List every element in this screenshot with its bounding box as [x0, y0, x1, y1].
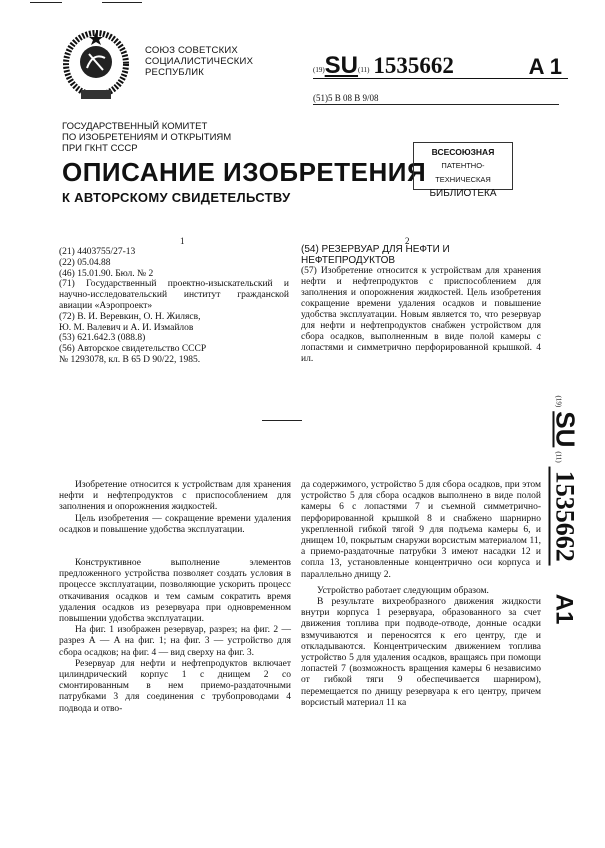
- abstract: [301, 244, 541, 365]
- side-number-code-label: (11): [554, 451, 563, 463]
- document-subtitle: К АВТОРСКОМУ СВИДЕТЕЛЬСТВУ: [62, 190, 291, 205]
- union-name-line: СОЦИАЛИСТИЧЕСКИХ: [145, 56, 254, 67]
- separator-line: [262, 420, 302, 421]
- biblio-line: (56) Авторское свидетельство СССР: [59, 344, 207, 355]
- side-kind-code: A1: [550, 593, 578, 625]
- patent-number: 1535662: [373, 53, 454, 78]
- kind-code: A 1: [528, 54, 562, 79]
- ipc-code-label: (51)5: [313, 93, 333, 103]
- paragraph: Цель изобретения — сокращение времени удаления осадков и повышение удобства эксплуатации.: [59, 513, 291, 535]
- paragraph: На фиг. 1 изображен резервуар, разрез; на фиг. 2 — разрез А — А на фиг. 1; на фиг. 3 — устройство для сбора осадков; на фиг. 4 — вид сверху на фиг. 3.: [59, 625, 291, 658]
- description-column-left: [59, 480, 291, 715]
- committee: [62, 121, 231, 154]
- stamp-line: ВСЕСОЮЗНАЯ: [431, 147, 495, 157]
- bibliographic-data: [59, 247, 289, 366]
- biblio-line: (22) 05.04.88: [59, 257, 111, 268]
- committee-line: ГОСУДАРСТВЕННЫЙ КОМИТЕТ: [62, 121, 208, 132]
- side-country-code-label: (19): [554, 395, 563, 408]
- biblio-line: Ю. М. Валевич и А. И. Измайлов: [59, 322, 194, 333]
- state-emblem-icon: [63, 30, 129, 102]
- paragraph: Резервуар для нефти и нефтепродуктов включает цилиндрический корпус 1 с днищем 2 со смонтированным в нем приемо-раздаточными патрубками 3 для соединения с трубопроводами 4 подвода и отво-: [59, 658, 291, 714]
- biblio-line: № 1293078, кл. B 65 D 90/22, 1985.: [59, 354, 201, 365]
- biblio-line: (71) Государственный проектно-изыскательский и научно-исследовательский институт гражданской авиации «Аэропроект»: [59, 279, 289, 311]
- committee-line: ПО ИЗОБРЕТЕНИЯМ И ОТКРЫТИЯМ: [62, 132, 232, 143]
- description-column-right: [301, 480, 541, 709]
- abstract-text: (57) Изобретение относится к устройствам для хранения нефти и нефтепродуктов с приспособлением для заполнения и опорожнения жидкостей. Цель изобретения сокращение времени удаления осадков и повышение удобства эксплуатации. Новым является то, что резервуар для нефти и нефтепродуктов снабжен устройством для сбора осадков, выполненным в виде полой камеры с лопастями и симметрично перфорированной крышкой. 4 ил.: [301, 266, 541, 364]
- side-publication-number: [543, 320, 587, 700]
- library-stamp: [413, 142, 513, 199]
- side-country-code: SU: [550, 411, 581, 448]
- country-code-label: (19): [313, 66, 325, 74]
- publication-number: [313, 52, 568, 79]
- country-code: SU: [324, 52, 359, 79]
- biblio-line: (46) 15.01.90. Бюл. № 2: [59, 268, 154, 279]
- union-name: [145, 45, 253, 78]
- stamp-line: БИБЛИОТЕКА: [429, 188, 497, 199]
- invention-title: (54) РЕЗЕРВУАР ДЛЯ НЕФТИ И НЕФТЕПРОДУКТОВ: [301, 244, 450, 266]
- biblio-line: (53) 621.642.3 (088.8): [59, 333, 146, 344]
- number-code-label: (11): [358, 66, 370, 74]
- paragraph-gap: [59, 547, 291, 558]
- paragraph: Конструктивное выполнение элементов предложенного устройства позволяет создать условия в процессе эксплуатации, позволяющие ускорить процесс откачивания осадков и тем самым сократить время удаления осадков из резервуара при одновременном повышении удобства эксплуатации.: [59, 558, 291, 625]
- document-title: ОПИСАНИЕ ИЗОБРЕТЕНИЯ: [62, 157, 427, 187]
- union-name-line: РЕСПУБЛИК: [145, 67, 205, 78]
- paragraph: да содержимого, устройство 5 для сбора осадков, при этом устройство 5 для сбора осадков выполнено в виде полой камеры 6 с лопастями 7 и съемной симметрично-перфорированной крышкой 8 и снабжено шарнирно укрепленной гибкой тягой 9 для подъема камеры 6, и днищем 10, покрытым снаружи ворсистым материалом 11, а приемо-раздаточные патрубки 3 имеют насадки 12 и сопла 13, установленные концентрично оси корпуса и параллельно днищу 2.: [301, 480, 541, 580]
- paragraph: Устройство работает следующим образом.: [317, 585, 489, 596]
- paragraph-gap: [59, 536, 291, 547]
- paragraph: В результате вихреобразного движения жидкости внутри корпуса 1 резервуара, образованного за счет движения топлива при подводе-отводе, донные осадки взмучиваются и переносятся к его центру, где и откладываются. Концентрическим движением топлива устройство 5 для удаления осадков, вращаясь при помощи лопастей 7 (возможность вращения камеры 6 независимо от гибкой тяги 9 обеспечивается шарниром), перемещается по днищу резервуара к его центру, причем ворсистый материал 11 ка: [301, 597, 541, 708]
- biblio-line: (72) В. И. Веревкин, О. Н. Жилясв,: [59, 311, 201, 322]
- union-name-line: СОЮЗ СОВЕТСКИХ: [145, 45, 238, 56]
- stamp-line: ПАТЕНТНО-ТЕХНИЧЕСКАЯ: [435, 161, 491, 184]
- ipc-classification: [313, 93, 559, 105]
- column-number-right: 2: [405, 236, 410, 246]
- committee-line: ПРИ ГКНТ СССР: [62, 143, 138, 154]
- side-patent-number: 1535662: [549, 467, 580, 566]
- paragraph: Изобретение относится к устройствам для хранения нефти и нефтепродуктов с приспособлением для заполнения и опорожнения жидкостей.: [59, 480, 291, 513]
- column-number-left: 1: [180, 236, 185, 246]
- top-rule-right: [102, 2, 142, 3]
- top-rule-left: [30, 2, 62, 3]
- biblio-line: (21) 4403755/27-13: [59, 247, 136, 257]
- ipc-value: B 08 B 9/08: [334, 93, 379, 103]
- side-publication-label: [550, 396, 581, 625]
